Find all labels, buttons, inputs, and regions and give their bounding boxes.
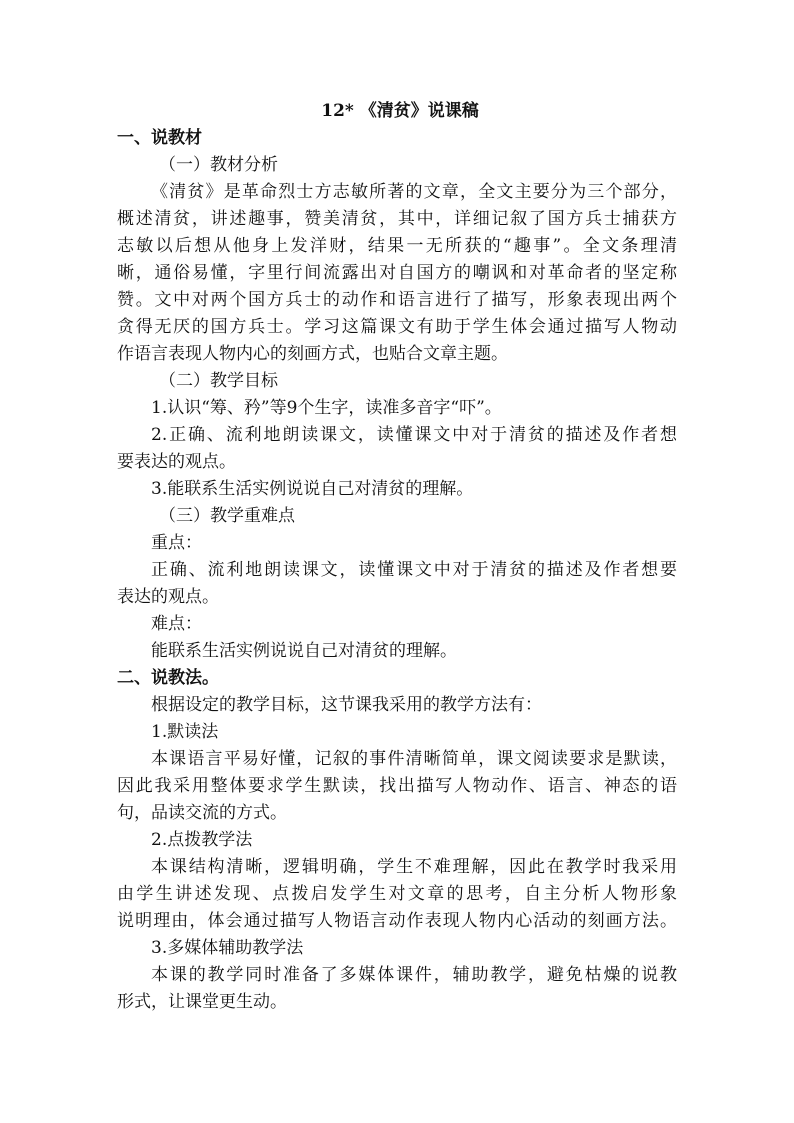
subheading-key-difficult: （三）教学重难点 bbox=[159, 506, 295, 526]
paragraph-line: 本课语言平易好懂，记叙的事件清晰简单，课文阅读要求是默读， bbox=[151, 749, 677, 769]
method-1-title: 1.默读法 bbox=[151, 722, 219, 742]
key-point-label: 重点： bbox=[151, 533, 202, 553]
document-body bbox=[117, 98, 677, 1016]
paragraph-line: 由学生讲述发现、点拨启发学生对文章的思考，自主分析人物形象 bbox=[117, 884, 677, 904]
goal-item-2: 2.正确、流利地朗读课文，读懂课文中对于清贫的描述及作者想 bbox=[151, 425, 677, 445]
paragraph-line: 句，品读交流的方式。 bbox=[117, 803, 287, 823]
key-point-text-cont: 表达的观点。 bbox=[117, 587, 219, 607]
paragraph-line: 形式，让课堂更生动。 bbox=[117, 992, 287, 1012]
goal-item-3: 3.能联系生活实例说说自己对清贫的理解。 bbox=[151, 479, 474, 499]
subheading-analysis: （一）教材分析 bbox=[159, 155, 278, 175]
paragraph-line: 志敏以后想从他身上发洋财，结果一无所获的“趣事”。全文条理清 bbox=[117, 236, 677, 256]
goal-item-2-cont: 要表达的观点。 bbox=[117, 452, 236, 472]
paragraph-line: 概述清贫，讲述趣事，赞美清贫，其中，详细记叙了国方兵士捕获方 bbox=[117, 209, 677, 229]
paragraph-line: 因此我采用整体要求学生默读，找出描写人物动作、语言、神态的语 bbox=[117, 776, 677, 796]
method-2-title: 2.点拨教学法 bbox=[151, 830, 253, 850]
paragraph-line: 本课的教学同时准备了多媒体课件，辅助教学，避免枯燥的说教 bbox=[151, 965, 677, 985]
paragraph-line: 说明理由，体会通过描写人物语言动作表现人物内心活动的刻画方法。 bbox=[117, 911, 677, 931]
subheading-goals: （二）教学目标 bbox=[159, 371, 278, 391]
difficult-point-label: 难点： bbox=[151, 614, 202, 634]
paragraph-line: 晰，通俗易懂，字里行间流露出对自国方的嘲讽和对革命者的坚定称 bbox=[117, 263, 677, 283]
goal-item-1: 1.认识“筹、矜”等9个生字，读准多音字“吓”。 bbox=[151, 398, 502, 418]
section-heading-2: 二、说教法。 bbox=[117, 668, 219, 688]
key-point-text: 正确、流利地朗读课文，读懂课文中对于清贫的描述及作者想要 bbox=[151, 560, 677, 580]
paragraph-line: 本课结构清晰，逻辑明确，学生不难理解，因此在教学时我采用 bbox=[151, 857, 677, 877]
paragraph-line: 贪得无厌的国方兵士。学习这篇课文有助于学生体会通过描写人物动 bbox=[117, 317, 677, 337]
paragraph-line: 赞。文中对两个国方兵士的动作和语言进行了描写，形象表现出两个 bbox=[117, 290, 677, 310]
paragraph-line: 作语言表现人物内心的刻画方式，也贴合文章主题。 bbox=[117, 344, 508, 364]
section-heading-1: 一、说教材 bbox=[117, 128, 202, 148]
method-3-title: 3.多媒体辅助教学法 bbox=[151, 938, 304, 958]
difficult-point-text: 能联系生活实例说说自己对清贫的理解。 bbox=[151, 641, 457, 661]
page-title: 12* 《清贫》说课稿 bbox=[321, 101, 479, 121]
paragraph-line: 《清贫》是革命烈士方志敏所著的文章，全文主要分为三个部分， bbox=[151, 182, 677, 202]
methods-intro: 根据设定的教学目标，这节课我采用的教学方法有： bbox=[151, 695, 542, 715]
